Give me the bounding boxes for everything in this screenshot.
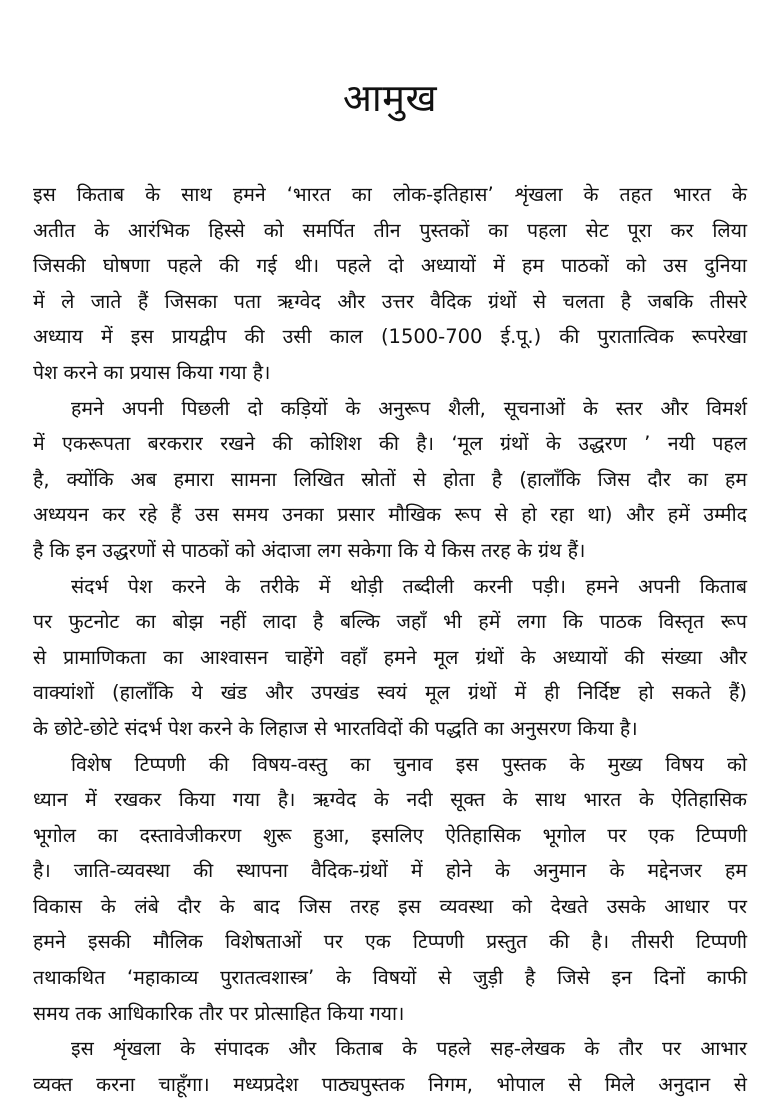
text-line: हमने अपनी पिछली दो कड़ियों के अनुरूप शैली, सूचनाओं के स्तर और विमर्श [71, 396, 747, 420]
text-line: में ले जाते हैं जिसका पता ऋग्वेद और उत्तर वैदिक ग्रंथों से चलता है जबकि तीसरे [33, 289, 747, 313]
text-line: संदर्भ पेश करने के तरीके में थोड़ी तब्दीली करनी पड़ी। हमने अपनी किताब [71, 574, 747, 598]
text-line: व्यक्त करना चाहूँगा। मध्यप्रदेश पाठ्यपुस्तक निगम, भोपाल से मिले अनुदान से [33, 1072, 747, 1096]
text-line: पेश करने का प्रयास किया गया है। [33, 360, 271, 384]
paragraph-1 [33, 177, 747, 391]
body-text [33, 177, 747, 1102]
text-line: है कि इन उद्धरणों से पाठकों को अंदाजा लग सकेगा कि ये किस तरह के ग्रंथ हैं। [33, 538, 586, 562]
text-line: समय तक आधिकारिक तौर पर प्रोत्साहित किया गया। [33, 1001, 405, 1025]
text-line: विकास के लंबे दौर के बाद जिस तरह इस व्यवस्था को देखते उसके आधार पर [33, 894, 747, 918]
text-line: है, क्योंकि अब हमारा सामना लिखित स्रोतों से होता है (हालाँकि जिस दौर का हम [33, 467, 747, 491]
text-line: इस किताब के साथ हमने ‘भारत का लोक-इतिहास’ शृंखला के तहत भारत के [33, 183, 747, 206]
page-title: आमुख [342, 76, 438, 120]
text-line: अध्ययन कर रहे हैं उस समय उनका प्रसार मौखिक रूप से हो रहा था) और हमें उम्मीद [33, 503, 747, 527]
paragraph-5 [33, 1031, 747, 1102]
text-line: वाक्यांशों (हालाँकि ये खंड और उपखंड स्वयं मूल ग्रंथों में ही निर्दिष्ट हो सकते हैं) [33, 681, 747, 705]
text-line: भूगोल का दस्तावेजीकरण शुरू हुआ, इसलिए ऐतिहासिक भूगोल पर एक टिप्पणी [33, 823, 747, 847]
text-line: अध्याय में इस प्रायद्वीप की उसी काल (1500-700 ई.पू.) की पुरातात्विक रूपरेखा [33, 325, 747, 349]
text-line: तथाकथित ‘महाकाव्य पुरातत्वशास्त्र’ के विषयों से जुड़ी है जिसे इन दिनों काफी [33, 966, 747, 990]
text-line: इस शृंखला के संपादक और किताब के पहले सह-लेखक के तौर पर आभार [71, 1037, 747, 1061]
paragraph-4 [33, 747, 747, 1032]
text-line: ध्यान में रखकर किया गया है। ऋग्वेद के नदी सूक्त के साथ भारत के ऐतिहासिक [33, 788, 747, 812]
text-line: से प्रामाणिकता का आश्वासन चाहेंगे वहाँ हमने मूल ग्रंथों के अध्यायों की संख्या और [33, 645, 747, 669]
text-line: पर फुटनोट का बोझ नहीं लादा है बल्कि जहाँ भी हमें लगा कि पाठक विस्तृत रूप [33, 610, 747, 634]
text-line: है। जाति-व्यवस्था की स्थापना वैदिक-ग्रंथों में होने के अनुमान के मद्देनजर हम [33, 859, 747, 883]
text-line: अतीत के आरंभिक हिस्से को समर्पित तीन पुस्तकों का पहला सेट पूरा कर लिया [33, 218, 747, 242]
paragraph-3 [33, 569, 747, 747]
paragraph-2 [33, 391, 747, 569]
text-line: जिसकी घोषणा पहले की गई थी। पहले दो अध्यायों में हम पाठकों को उस दुनिया [33, 254, 747, 278]
text-line: के छोटे-छोटे संदर्भ पेश करने के लिहाज से भारतविदों की पद्धति का अनुसरण किया है। [33, 716, 638, 740]
text-line: हमने इसकी मौलिक विशेषताओं पर एक टिप्पणी प्रस्तुत की है। तीसरी टिप्पणी [33, 930, 747, 954]
text-line: विशेष टिप्पणी की विषय-वस्तु का चुनाव इस पुस्तक के मुख्य विषय को [71, 752, 747, 776]
text-line: में एकरूपता बरकरार रखने की कोशिश की है। ‘मूल ग्रंथों के उद्धरण ’ नयी पहल [33, 432, 747, 456]
